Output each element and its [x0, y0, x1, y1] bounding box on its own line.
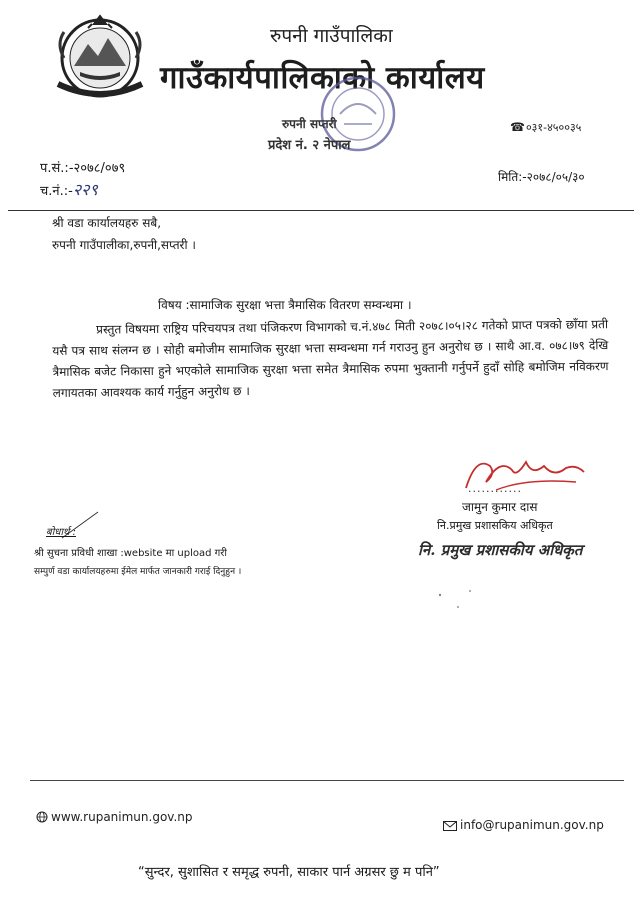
- cn-value: २२९: [72, 180, 98, 199]
- ps-value: २०७८/०७९: [73, 161, 126, 176]
- footer-email: [443, 818, 604, 834]
- signature-dots: ............: [468, 482, 522, 495]
- footer-motto: “सुन्दर, सुशासित र समृद्ध रुपनी, साकार पार्न अग्रसर छु म पनि”: [138, 865, 440, 880]
- letter-date: [498, 168, 585, 185]
- cc-label: बोधार्थ :: [46, 527, 76, 538]
- nepal-emblem-icon: [50, 14, 150, 102]
- signer-name: जामुन कुमार दास: [462, 500, 538, 514]
- email-link[interactable]: info@rupanimun.gov.np: [460, 818, 604, 832]
- signer-stamp: नि. प्रमुख प्रशासकीय अधिकृत: [418, 541, 583, 559]
- telephone-icon: ☎: [510, 120, 525, 134]
- header-divider: [8, 210, 634, 211]
- cn-label: च.नं.:-: [40, 184, 73, 199]
- cc-line-2: सम्पुर्ण वडा कार्यालयहरुमा ईमेल मार्फत जानकारी गराई दिनुहुन ।: [34, 567, 242, 577]
- website-link[interactable]: www.rupanimun.gov.np: [51, 810, 193, 824]
- phone-number: [510, 120, 581, 135]
- ps-label: प.सं.:-: [40, 161, 74, 176]
- addressee-line-2: रुपनी गाउँपालीका,रुपनी,सप्तरी ।: [52, 238, 196, 252]
- letter-subject: विषय :सामाजिक सुरक्षा भत्ता त्रैमासिक वितरण सम्वन्धमा ।: [158, 298, 412, 312]
- addressee-line-1: श्री वडा कार्यालयहरु सबै,: [52, 216, 162, 230]
- footer-divider: [30, 780, 624, 781]
- signer-title: नि.प्रमुख प्रशासकिय अधिकृत: [437, 519, 553, 532]
- reference-number: [40, 158, 125, 176]
- mail-icon: [443, 820, 457, 834]
- footer-website: [36, 810, 193, 826]
- office-title: गाउँकार्यपालिकाको कार्यालय: [160, 60, 485, 96]
- address-line-1: रुपनी सप्तरी: [282, 117, 337, 131]
- letter-body: प्रस्तुत विषयमा राष्ट्रिय परिचयपत्र तथा पंजिकरण विभागको च.नं.४७८ मिती २०७८।०५।२८ गतेको प्राप्त पत्रको छाँया प्रती यसै पत्र साथ संलग्न छ । सोही बमोजीम सामाजिक सुरक्षा भत्ता सम्वन्धमा गर्न गराउनु हुन अनुरोध छ । साथै आ.व. ०७८।७९ देखि त्रैमासिक बजेट निकासा हुने भएकोले सामाजिक सुरक्षा भत्ता समेत त्रैमासिक रुपमा भुक्तानी गर्नुपर्ने हुदाँ सोहि बमोजिम नविकरण लगायतका आवश्यक कार्य गर्नुहुन अनुरोध छ ।: [52, 317, 609, 400]
- scan-specks: [430, 585, 490, 615]
- address-line-2: प्रदेश नं. २ नेपाल: [268, 138, 351, 153]
- globe-icon: [36, 811, 48, 826]
- dispatch-number: [40, 178, 98, 200]
- municipality-name: रुपनी गाउँपालिका: [270, 25, 393, 47]
- date-value: २०७८/०५/३०: [526, 170, 585, 184]
- phone-value: ०३१-४५००३५: [525, 121, 582, 134]
- cc-line-1: श्री सुचना प्रविधी शाखा :website मा upload गरी: [34, 548, 227, 559]
- date-label: मिति:-: [498, 170, 527, 184]
